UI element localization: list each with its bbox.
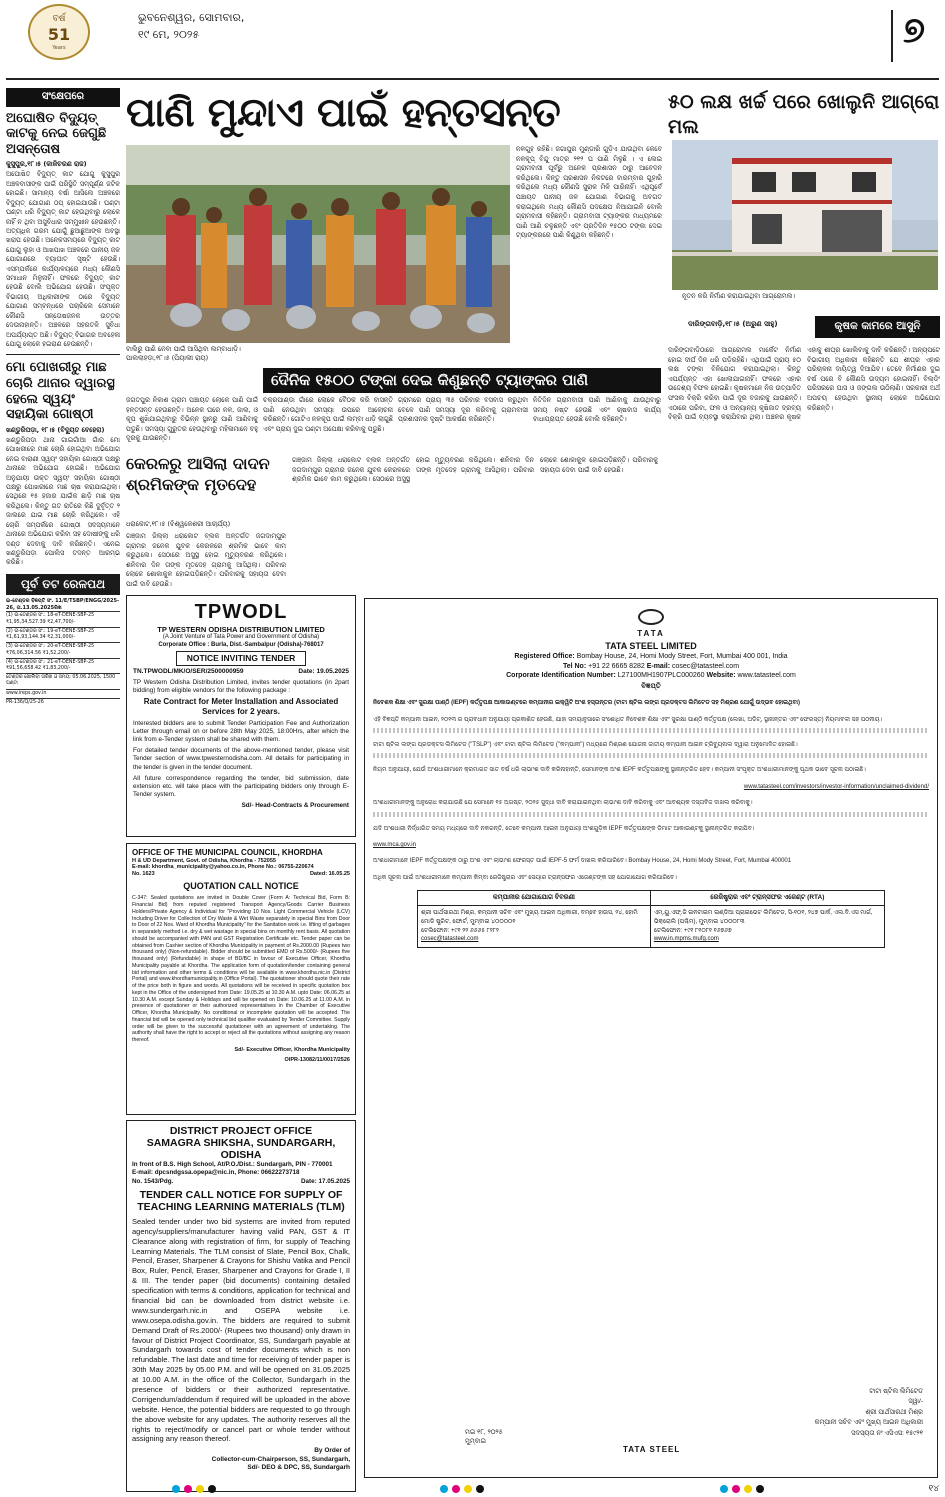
tpwodl-office: Corporate Office : Burla, Dist.-Sambalpur (Odisha)-768017	[158, 641, 324, 648]
tata-rta-contact: ଏମ୍.ୟୁ.ଏଫ୍.ଜି ଇନଟାଇମ ଇଣ୍ଡିଆ ପ୍ରାଇଭେଟ ଲିମିଟେଡ, ସି-୧୦୧, ୨୪୭ ପାର୍କ, ଏଲ.ବି.ଏସ ମାର୍ଗ, ଭିକ୍ରୋଲି (ପଶ୍ଚିମ), ମୁମ୍ବାଇ ୪୦୦୦୮୩ ଟେଲିଫୋନ: +୯୧ ୮୧୦୮୧ ୧୬୭୬୭ www.in.mpms.mufg.com	[650, 906, 884, 948]
dateline	[138, 10, 244, 43]
tata-steel-footer-logo: TATA STEEL	[623, 1445, 681, 1454]
tpwodl-logo: TPWODL	[194, 601, 288, 623]
railway-tender-banner: ପୂର୍ବ ତଟ ରେଳପଥ	[6, 574, 120, 595]
story-column: ନିତିଦିନ ଗ୍ରାମବାସୀ ପାଣି ଆଣିବାକୁ ଯାଉଥିବାରୁ ସମୟ ନଷ୍ଟ ହେଉଛି ଏବଂ ଚାଷବାସ କାର୍ଯ୍ୟ ବାଧାପ୍ରାପ୍ତ ହେଉଛି ବୋଲି କହିଛନ୍ତି।	[533, 396, 661, 424]
tata-para: ଅଂଶଧାରୀମାନଙ୍କୁ ଅନୁରୋଧ କରାଯାଉଛି ଯେ ସେମାନେ ୧୫ ଅଗଷ୍ଟ, ୨୦୨୫ ସୁଦ୍ଧା ଦାବି କରାଯାଇନଥିବା ଲାଭାଂଶ ଦାବି କରିବାକୁ ଏବଂ ଆବଶ୍ୟକ ଦସ୍ତାବିଜ ଦାଖଲ କରିବାକୁ।	[373, 800, 753, 807]
divider	[6, 354, 120, 355]
agro-mall-body	[668, 346, 940, 598]
samagra-address: In front of B.S. High School, At/P.O./Dist.: Sundargarh, PIN - 770001	[132, 1161, 333, 1169]
black-dot-icon	[476, 1485, 484, 1493]
black-dot-icon	[756, 1485, 764, 1493]
tata-para: ଟାଟା ଷ୍ଟିଲ ଲଙ୍ଗ ପ୍ରଡକ୍ଟସ ଲିମିଟେଡ ("TSLP") ଏବଂ ଟାଟା ଷ୍ଟିଲ ଲିମିଟେଡ ("କମ୍ପାନୀ") ମଧ୍ୟରେ ମିଶ୍ରଣ ଯୋଜନା ଜାତୀୟ କମ୍ପାନୀ ଆଇନ ଟ୍ରିବ୍ୟୁନାଲ ଦ୍ୱାରା ଅନୁମୋଦିତ ହୋଇଛି।	[373, 742, 798, 749]
tata-notice-label: ବିଜ୍ଞପ୍ତି	[641, 682, 661, 690]
tata-logo-icon	[638, 609, 664, 625]
story-column: ଚକ୍ରପାଣ୍ଡା ଗାଁରେ ଲୋକେ ବୈଠକ କରି ବାସନ୍ତି ପାଣି ନେଉଥିବା ସମସ୍ୟା ଉପରେ ଆଲୋଚନା କରିଛନ୍ତି। ଗୋଟିଏ ନଳକୂପ ପାଇଁ ଲମ୍ବା ଧାଡ଼ି ଲାଗୁଛି ଏବଂ ପ୍ରାୟ ଦୁଇ ଘଣ୍ଟା ଅପେକ୍ଷା କରିବାକୁ ପଡୁଛି।	[263, 396, 393, 433]
agro-mall-caption: ନୂତନ କରି ନିର୍ମାଣ କରାଯାଇଥିବା ଆଗ୍ରୋମଲ।	[682, 292, 796, 300]
magenta-dot-icon	[732, 1485, 740, 1493]
brief2-byline: ଖଣ୍ଡୁରିପଡ଼ା, ୧୮।୫ (ବିଦ୍ୟୁତ ବେହେରା)	[6, 425, 105, 434]
tata-signature: ଟାଟା ଷ୍ଟିଲ ଲିମିଟେଡ ସ୍ୱା/- ଶ୍ରୀ ପାର୍ଥସାରଥୀ ମିଶ୍ର କମ୍ପାନୀ ସଚିବ ଏବଂ ମୁଖ୍ୟ ଆଇନ ଅଧିକାରୀ ସଦସ୍ୟତା ନଂ ଏସିଏସ: ୧୫୯୨୧	[814, 1388, 923, 1437]
tata-logo	[373, 609, 929, 639]
samagra-number: No. 1543/Pdg. Date: 17.05.2025	[132, 1177, 350, 1185]
logo-bottom-text: Years	[52, 45, 66, 52]
tata-para: ଅଂଶଧାରୀମାନେ IEPF କର୍ତ୍ତୃପକ୍ଷଙ୍କ ଠାରୁ ଅଂଶ ଏବଂ ଲାଭାଂଶ ଫେରସ୍ତ ପାଇଁ IEPF-5 ଫର୍ମ ଦାଖଲ କରିପାରିବେ। Bombay House, 24, Homi Mody Street, Fort, Mumbai 400001	[373, 858, 792, 865]
printer-registration-marks	[0, 1482, 945, 1497]
agro-mall-photo	[672, 140, 938, 290]
tata-table-header: କମ୍ପାନୀର ଯୋଗାଯୋଗ ବିବରଣୀ	[418, 891, 651, 906]
brief2-body: ଖଣ୍ଡୁରିପଡ଼ା ଥାନା ଗାଇଗାଁଆ ଗାଁର ମୋ ପୋଖରୀରେ ମାଛ ଚୋରି ହୋଇଥିବା ଅଭିଯୋଗ ନେଇ ବାରାଣୀ ସ୍ୱୟଂ ସହାୟିକା ଗୋଷ୍ଠୀ ପକ୍ଷରୁ ଥାନାରେ ଅଭିଯୋଗ ହୋଇଛି। ଅଭିଯୋଗ ଅନୁଯାୟୀ ଉକ୍ତ ସ୍ୱୟଂ ସହାୟିକା ଗୋଷ୍ଠୀ ପକ୍ଷରୁ ପୋଖରୀରେ ମାଛ ଚାଷ କରାଯାଇଥିଲା। ସେଥିରେ ୧୫ ହଜାର ଯାଇଁକ ଛାଡ଼ି ମାଛ ଚାଷ କରିଥିଲେ। କିନ୍ତୁ ଗତ ରାତିରେ କିଛି ଦୁର୍ବୃତ୍ତ ୨ ଜାଲରେ ଯାଇ ମାଛ ଚୋରି କରିଥିଲେ। ଏହି ଚୋରି ସମ୍ପର୍କରେ ଗୋଷ୍ଠୀ ସଦସ୍ୟମାନେ ଥାନାରେ ଅଭିଯୋଗ କରିବା ସହ ଦୋଷୀଙ୍କୁ ଧରି ଦଣ୍ଡ ଦେବାକୁ ଦାବି କରିଛନ୍ତି। ଏନେଇ ଖଣ୍ଡୁରିପଡ଼ା ପୋଲିସ ତଦନ୍ତ ଆରମ୍ଭ କରିଛି।	[6, 435, 120, 567]
kerala-story-body-2: ଗଞ୍ଜାମ ଜିଲ୍ଲା ଧରାକୋଟ ବ୍ଲକ ଅନ୍ତର୍ଗତ ଜଗଦାମ୍ପୁର ଗ୍ରାମର ଜନେକ ଯୁବକ କେରଳରେ ଶ୍ରମିକ ଭାବେ କାମ କରୁଥିଲେ। ସେଠାରେ ଅସୁସ୍ଥ ହୋଇ ମୃତ୍ୟୁବରଣ କରିଥିଲେ। ଶନିବାର ଦିନ ତାଙ୍କ ମୃତଦେହ ଗ୍ରାମକୁ ଆସିଥିଲା। ପରିବାର ଲୋକେ ଶୋକାକୁଳ ହୋଇପଡ଼ିଛନ୍ତି। ପରିବାରକୁ ସହାୟତା ଦେବା ପାଇଁ ଦାବି ହେଉଛି।	[292, 456, 658, 484]
sub-headline-banner: ଦୈନିକ ୧୫୦୦ ଟଙ୍କା ଦେଇ କିଣୁଛନ୍ତି ଟ୍ୟାଙ୍କର ପାଣି	[263, 368, 661, 393]
tata-para: ଯଦି ଅଂଶଧାରୀ ନିର୍ଦ୍ଧାରିତ ସମୟ ମଧ୍ୟରେ ଦାବି ନକରନ୍ତି, ତେବେ କମ୍ପାନୀ ଆଇନ ଅନୁଯାୟୀ ଅଂଶଗୁଡ଼ିକ IEPF କର୍ତ୍ତୃପକ୍ଷଙ୍କ ଡିମାଟ ଆକାଉଣ୍ଟକୁ ସ୍ଥାନାନ୍ତରିତ କରାଯିବ।	[373, 825, 755, 832]
tender-line: ଟେଣ୍ଡର ଖୋଲିବା ତାରିଖ ଓ ସମୟ: 05.06.2025, 1500 ଘଣ୍ଟା	[6, 673, 120, 688]
main-story-dateline: ପାଲଲାହଡ଼ା,୧୮।୫ (ପିୟାଲୀ ରାୟ)	[126, 354, 209, 363]
tender-line: (3) ଇ-ଟେଣ୍ଡର ସଂ.: 20-eT-DENE-SBP-25 ₹76,06,314.56 ₹1,52,200/-	[6, 642, 120, 657]
cyan-dot-icon	[172, 1485, 180, 1493]
water-queue-illustration	[126, 145, 510, 343]
tpwodl-company: TP WESTERN ODISHA DISTRIBUTION LIMITED	[157, 625, 325, 634]
black-dot-icon	[208, 1485, 216, 1493]
agro-mall-byline: ଦାରିଙ୍ଗବାଡ଼ି,୧୮।୫ (ଅରୁଣ ସାହୁ)	[688, 320, 778, 328]
tpwodl-signature: Sd/- Head-Contracts & Procurement	[241, 802, 349, 810]
page-number: ୭	[902, 10, 925, 51]
tata-company-contact: ଶ୍ରୀ ପାର୍ଥସାରଥୀ ମିଶ୍ର, କମ୍ପାନୀ ସଚିବ ଏବଂ ମୁଖ୍ୟ ଆଇନ ଅଧିକାରୀ, ବମ୍ବେ ହାଉସ, ୨୪, ହୋମି ମୋଡି ଷ୍ଟ୍ରିଟ, ଫୋର୍ଟ, ମୁମ୍ବାଇ ୪୦୦୦୦୧ ଟେଲିଫୋନ: +୯୧ ୨୨ ୬୬୬୫ ୮୨୮୨ cosec@tatasteel.com	[418, 906, 651, 948]
tata-text-block	[373, 753, 929, 758]
samagra-title: DISTRICT PROJECT OFFICE	[169, 1125, 313, 1137]
tpwodl-para: All future correspondence regarding the tender, bid submission, date extension etc. will take place with the participating bidders only through E-Tender system.	[133, 774, 349, 799]
tpwodl-para: For detailed tender documents of the above-mentioned tender, please visit Tender section of www.tpwesternodisha.com. All details for participating in the tender is given in the tender document.	[133, 747, 349, 771]
folio-number: ୧୪	[928, 1484, 939, 1494]
agro-mall-building-illustration	[672, 140, 938, 290]
tata-cin: Corporate Identification Number: L27100MH1907PLC000260 Website: www.tatasteel.com	[506, 672, 796, 680]
tender-website-link[interactable]: www.ireps.gov.in	[6, 689, 120, 698]
samagra-heading: TENDER CALL NOTICE FOR SUPPLY OF TEACHING LEARNING MATERIALS (TLM)	[137, 1188, 345, 1214]
tender-pr-number: PR-136/Q/25-26	[6, 698, 120, 707]
magenta-dot-icon	[452, 1485, 460, 1493]
agro-mall-subhead: କୃଷକ କାମରେ ଆସୁନି	[815, 316, 940, 338]
masthead-divider	[891, 10, 893, 62]
khordha-email: E-mail: khordha_municipality@yahoo.co.in, Phone No.: 06755-220674	[132, 864, 314, 871]
tpwodl-package: Rate Contract for Meter Installation and Associated Services for 2 years.	[143, 697, 339, 717]
yellow-dot-icon	[196, 1485, 204, 1493]
story-column: ଗ୍ରାମରେ ପ୍ରାୟ ୩୫ ପରିବାର ବସବାସ କରୁଥିବା ବେଳେ ପାଣି ସମସ୍ୟା ଦୂର କରିବାକୁ ଗ୍ରାମବାସୀ ପ୍ରଶାସନର ଦୃଷ୍ଟି ଆକର୍ଷଣ କରିଛନ୍ତି।	[398, 396, 528, 424]
brief1-byline: କୁସୁପୁର,୧୮।୫ (କାଳିଚରଣ ରାଜ)	[6, 160, 87, 169]
tata-para: ନିବେଶକ ଶିକ୍ଷା ଏବଂ ସୁରକ୍ଷା ପାଣ୍ଠି (IEPF) କର୍ତ୍ତୃପକ୍ଷ ଆକାଉଣ୍ଟରେ କମ୍ପାନୀର ଇକ୍ୱିଟି ଅଂଶ ହସ୍ତାନ୍ତର (ଟାଟା ଷ୍ଟିଲ ଲଙ୍ଗ ପ୍ରଡକ୍ଟସ ଲିମିଟେଡ ସହ ମିଶ୍ରଣ ଯୋଗୁଁ ଉଦ୍ଭବ ହୋଇଥିବା)	[373, 700, 800, 707]
cyan-dot-icon	[440, 1485, 448, 1493]
masthead	[0, 0, 945, 84]
brief2-headline: ମୋ ପୋଖରୀରୁ ମାଛ ଚୋରି ଥାନାର ଦ୍ୱାରସ୍ଥ ହେଲେ ସ୍ୱୟଂ ସହାୟିକା ଗୋଷ୍ଠୀ	[6, 360, 115, 423]
tender-line: (1) ଇ-ଟେଣ୍ଡର ସଂ.: 18-eT-DENE-SBP-25 ₹1,95,34,527.39 ₹2,47,700/-	[6, 611, 120, 626]
yellow-dot-icon	[464, 1485, 472, 1493]
dateline-day: ଭୁବନେଶ୍ୱର, ସୋମବାର,	[138, 11, 245, 24]
tender-line: ଇ-ଟେଣ୍ଡର ବିଜ୍ଞପ୍ତି ସଂ. 11/E/TSBP/ENGG/2025-26, ତା.13.05.2025ରିଖ	[6, 597, 120, 611]
photo1-caption	[126, 345, 376, 363]
main-headline: ପାଣି ମୁନ୍ଦାଏ ପାଇଁ ହନ୍ତସନ୍ତ	[126, 90, 561, 136]
tpwodl-para: TP Western Odisha Distribution Limited, invites tender quotations (in 2part bidding) from eligible vendors for the following package :	[133, 679, 349, 695]
tata-logo-text: TATA	[637, 628, 665, 638]
samagra-signature: By Order of Collector-cum-Chairperson, SS, Sundargarh, Sd/- DEO & DPC, SS, Sundargarh	[211, 1447, 350, 1472]
tata-para: ଏହି ବିଜ୍ଞପ୍ତି କମ୍ପାନୀ ଆଇନ, ୨୦୧୩ ର ପ୍ରାବଧାନ ଅନୁଯାୟୀ ପ୍ରକାଶିତ ହେଉଛି, ଯାହା ସମୟାନୁସାରେ ସଂଶୋଧିତ ନିବେଶକ ଶିକ୍ଷା ଏବଂ ସୁରକ୍ଷା ପାଣ୍ଠି କର୍ତ୍ତୃପକ୍ଷ (ଲେଖା, ଅଡିଟ୍, ସ୍ଥାନାନ୍ତର ଏବଂ ଫେରସ୍ତ) ନିୟମାବଳୀ ସହ ପଠନୀୟ।	[373, 716, 883, 723]
tpwodl-tender-ad	[126, 595, 356, 837]
logo-number: 51	[47, 25, 71, 45]
magenta-dot-icon	[184, 1485, 192, 1493]
photo1-caption-text: ବାଲିରୁ ପାଣି ନେବା ପାଇଁ ଆସିଥିବା ଲମ୍ବାଧାଡ଼ି।	[126, 345, 241, 353]
tender-line: (4) ଇ-ଟେଣ୍ଡର ସଂ.: 21-eT-DENE-SBP-25 ₹91,56,658.42 ₹1,83,200/-	[6, 658, 120, 673]
tata-steel-notice	[364, 598, 938, 1478]
yellow-dot-icon	[744, 1485, 752, 1493]
main-story-body: ନଳଗୁହ ରହିଛି। ଜଗାପୁର ମୁଣ୍ଡାରି ଗୁଡ଼ିଏ ଯାଉଥିବା କେବେ ନଳକୂପ୍ ବିନ୍ଦୁ ମାତ୍ର ୨୧୨ ଘ ପାଣି ମିଳୁଛି । ଏ ଲେଇ ଗ୍ରାମବାସୀ ପୂର୍ବରୁ ଅନେକ ପ୍ରଶାସନ ଠାରୁ ଆବେଦନ କରିଥିଲେ। କିନ୍ତୁ ପ୍ରଶାସନ ନିକଟରେ ବାରମ୍ବାର ଗୁହାରି କରିଥିଲେ ମଧ୍ୟ କୌଣସି ସୁରାକ ମିଳି ପାରିନାହିଁ। ଏଥିପୂର୍ବେ ପଞ୍ଚାୟତ ପାନୀୟ ଜଳ ଯୋଗାଣ ବିଭାଗକୁ ଅବଗତ କରାଇଥିଲେ ମଧ୍ୟ କୌଣସି ପଦକ୍ଷେପ ନିଆଯାଇନି ବୋଲି ଗ୍ରାମବାସୀ କହିଛନ୍ତି। ଗ୍ରାମବାସୀ ଟ୍ୟାଙ୍କର ମାଧ୍ୟମରେ ପାଣି ଆଣି ଚଳୁଛନ୍ତି ଏବଂ ପ୍ରତିଦିନ ୧୫୦୦ ଟଙ୍କା ଦେଇ ଟ୍ୟାଙ୍କରରେ ପାଣି କିଣୁଥିବା କହିଛନ୍ତି।	[516, 145, 662, 240]
khordha-body: C-347: Sealed quotations are invited in Double Cover (Form A: Technical Bid, Form B: Financial Bid) from reputed registered Transport Agency/Goods Carrier Business Holders/Private Agency & Individual for "Providing 10 Nos. Light Commercial Vehicle (LCV) Including Driver for Collection of Dry Waste & Wet Waste separately in special Bins from Door to Door of 22 Nos. Ward of Khordha Municipality" for the Sanitation work i.e. lifting of garbages in separately method i.e. dry & wet wastage in special bins on monthly rent basis. All quotation should be accompanied with PAN and GST Registration Certificate etc. Tender paper can be obtained from Cashier section of Khordha Municipality in payment of Rs.2000.00 (Rupees two thousand only) (Non-refundable). Bidder should be submitted EMD of Rs.5000/- (Rupees five thousand only) (Refundable) in shape of BD/BC in favour of Executive Officer, Khordha Municipality payable at Khordha. The application form of quotation/tender containing general bid information and other terms & conditions will be available in www.khordha.nic.in (District Portal) and www.khordhamunicipality.in (Office Portal). The quotationer should quote their rate of the price both in figure and words. All quotations will be received in specific quotation box kept in the Office of the undersigned from Date: 19.05.25 at 10.30 A.M. upto Date: 06.06.25 at 10.30 A.M. except Sunday & Holidays and will be opened on Date: 10.06.25 at 11.00 A.M. in presence of quotationer or their authorized representatives in the Chamber of Executive Officer, Khordha Municipality. No conditional or incomplete quotation will be accepted. The financial bid will be opened only technical bid qualifier evaluated by Tender Committee. Supply order will be given to the successful quotationer with an agreement of undertaking. The authority shall have the right to accept or reject all the quotations without assigning any reason thereof.	[132, 895, 350, 1044]
khordha-oipr: OIPR-13082/11/0017/2526	[284, 1056, 350, 1063]
tender-line: (2) ଇ-ଟେଣ୍ଡର ସଂ.: 19-eT-DENE-SBP-25 ₹1,61,93,144.34 ₹2,31,000/-	[6, 627, 120, 642]
tata-contact-table	[417, 890, 885, 948]
kerala-story-headline: କେରଳରୁ ଆସିଲା ଦାଦନ ଶ୍ରମିକଙ୍କ ମୃତଦେହ	[126, 454, 270, 494]
tpwodl-jv: (A Joint Venture of Tata Power and Government of Odisha)	[162, 634, 320, 641]
brief1-headline: ଅଘୋଷିତ ବିଦ୍ୟୁତ୍ କାଟକୁ ନେଇ ଜେଗୁଛି ଅସନ୍ତୋଷ	[6, 110, 107, 157]
tata-company: TATA STEEL LIMITED	[605, 641, 697, 651]
tata-contacts: Tel No: +91 22 6665 8282 E-mail: cosec@tatasteel.com	[562, 662, 740, 670]
khordha-heading: QUOTATION CALL NOTICE	[183, 881, 299, 892]
story-column: ଜଗତପୁର ନିକାଶ ଗ୍ରାମ ପଞ୍ଚାୟତ ଲୋକେ ପାଣି ପାଇଁ ହନ୍ତସନ୍ତ ହେଉଛନ୍ତି। ଅନେକ ଘରେ ନଳ, ଜାଲ, ଓ କୂପ ଶୁଖିଯାଇଥିବାରୁ ବିଭିନ୍ନ ସ୍ଥାନରୁ ପାଣି ଆଣିବାକୁ ପଡୁଛି। ସମସ୍ୟା ଗୁରୁତର ହେଉଥିବାରୁ ମହିଳାମାନେ ବହୁ ଦୂରକୁ ଯାଉଛନ୍ତି।	[126, 396, 258, 443]
tpwodl-tender-no: TN.TPWODL/MK/O/SER/2500000959 Date: 19.05.2025	[133, 668, 349, 675]
tata-table-header: ରେଜିଷ୍ଟ୍ରାର ଏବଂ ଟ୍ରାନ୍ସଫର ଏଜେଣ୍ଟ (RTA)	[650, 891, 884, 906]
kerala-story-byline: ଧରାକୋଟ,୧୮।୫ (ବିଶ୍ୱକେଶରୀ ଆଚାର୍ଯ୍ୟ)	[126, 520, 231, 528]
water-queue-photo	[126, 145, 510, 343]
tata-text-block	[373, 728, 929, 733]
samagra-email: E-mail: dpcsndgssa.opepa@nic.in, Phone: 06622273718	[132, 1169, 300, 1177]
khordha-title: OFFICE OF THE MUNICIPAL COUNCIL, KHORDHA	[132, 848, 323, 857]
brief1-body: ଅଘୋଷିତ ବିଦ୍ୟୁତ୍ କାଟ ଯୋଗୁ କୁସୁପୁର ଅଞ୍ଚଳବାସୀଙ୍କ ପାଇଁ ପରିସ୍ଥିତି ସମ୍ପୂର୍ଣ୍ଣ ଜଟିଳ ହୋଇଛି। ସାମାନ୍ୟ ବର୍ଷା ଆସିଲେ ଅଞ୍ଚଳରେ ବିଦ୍ୟୁତ୍ ଯୋଗାଣ ଠପ୍ ହୋଇଯାଉଛି। ଘଣ୍ଟା ଘଣ୍ଟା ଧରି ବିଦ୍ୟୁତ୍ କାଟ ହେଉଥିବାରୁ ଲୋକେ ନାହିଁ ନ ଥିବା ଅସୁବିଧାର ସମ୍ମୁଖୀନ ହେଉଛନ୍ତି। ଅତ୍ୟଧିକ ଗରମ ଯୋଗୁଁ ଛୁଆଛୁଆଙ୍କ ଅବସ୍ଥା ଖରାପ ହେଉଛି। ଅନେକସମୟରେ ବିଦ୍ୟୁତ୍ କାଟ ଯୋଗୁ ଲୁହା ଓ ଆଖପାଖ ଅଞ୍ଚଳରେ ପାନୀୟ ଜଳ ଯୋଗାଣରେ ବ୍ୟାଘାତ ସୃଷ୍ଟି ହେଉଛି। ଏସମ୍ପର୍କରେ କାର୍ଯ୍ୟାଳୟରେ ମଧ୍ୟ କୌଣସି ସମାଧାନ ମିଳୁନାହିଁ। ଫଳରେ ବିଦ୍ୟୁତ୍ କାଟ ହେଉଛି ବୋଲି ଅଭିଯୋଗ ହେଉଛି। ସଂପୃକ୍ତ ବିଭାଗୀୟ ଅଧିକାରୀଙ୍କ ଠାରେ ବିଦ୍ୟୁତ୍ ଯୋଗାଣ ସମ୍ବନ୍ଧରେ ପଚାରିଲେ ସେମାନେ କୌଣସି ସନ୍ତୋଷଜନକ ଉତ୍ତର ଦେଉନାହାନ୍ତି। ଅଞ୍ଚଳରେ ସହରତଳି ସୁବିଧା ଅପର୍ଯ୍ୟାପ୍ତ ଅଛି। ବିଦ୍ୟୁତ୍ ବିଭାଗର ଅବହେଳା ଯୋଗୁ ଲୋକେ ହଇରାଣ ହେଉଛନ୍ତି।	[6, 170, 120, 348]
dateline-date: ୧୯ ମେ, ୨୦୨୫	[138, 27, 200, 41]
tata-para: ଅଧିକ ସୂଚନା ପାଇଁ ଅଂଶଧାରୀମାନେ କମ୍ପାନୀ କିମ୍ବା ରେଜିଷ୍ଟ୍ରାର ଏବଂ ସେୟାର ଟ୍ରାନ୍ସଫର ଏଜେଣ୍ଟଙ୍କ ସହ ଯୋଗାଯୋଗ କରିପାରିବେ।	[373, 874, 677, 881]
left-column	[6, 88, 120, 1488]
agro-mall-headline: ୫୦ ଲକ୍ଷ ଖର୍ଚ୍ଚ ପରେ ଖୋଲୁନି ଆଗ୍ରୋ ମଲ	[668, 91, 940, 138]
samagra-subtitle: SAMAGRA SHIKSHA, SUNDARGARH, ODISHA	[146, 1137, 336, 1162]
khordha-signature: Sd/- Executive Officer, Khordha Municipality	[234, 1046, 350, 1053]
samagra-tender-ad	[126, 1120, 356, 1492]
tata-date-place: ମଇ ୧୮, ୨୦୨୫ ମୁମ୍ବାଇ	[465, 1428, 503, 1446]
kerala-story-body-1: ଗଞ୍ଜାମ ଜିଲ୍ଲା ଧରାକୋଟ ବ୍ଲକ ଅନ୍ତର୍ଗତ ଜଗଦାମ୍ପୁର ଗ୍ରାମର ଜନେକ ଯୁବକ କେରଳରେ ଶ୍ରମିକ ଭାବେ କାମ କରୁଥିଲେ। ସେଠାରେ ଅସୁସ୍ଥ ହୋଇ ମୃତ୍ୟୁବରଣ କରିଥିଲେ। ଶନିବାର ଦିନ ତାଙ୍କ ମୃତଦେହ ଗ୍ରାମକୁ ଆସିଥିଲା। ପରିବାର ଲୋକେ ଶୋକାକୁଳ ହୋଇପଡ଼ିଛନ୍ତି। ପରିବାରକୁ ସହାୟତା ଦେବା ପାଇଁ ଦାବି ହେଉଛି।	[126, 532, 286, 589]
agro-mall-body-text: ଦାରିଙ୍ଗବାଡ଼ିଠାରେ ଆଗ୍ରୋମଲ ମାର୍କେଟ ନିର୍ମାଣ ହୋଇ ଦୀର୍ଘ ଦିନ ଧରି ପଡ଼ିରହିଛି। ଏଥିପାଇଁ ପ୍ରାୟ ୫୦ ଲକ୍ଷ ଟଙ୍କା ବିନିଯୋଗ କରାଯାଇଥିଲା। କିନ୍ତୁ ଏପର୍ଯ୍ୟନ୍ତ ଏହା ଖୋଲାଯାଇନାହିଁ। ଫଳରେ ଏହାର ଉଦ୍ଦେଶ୍ୟ ବିଫଳ ହୋଇଛି। କୃଷକମାନେ ନିଜ ଉତ୍ପାଦିତ ଫସଲ ବିକ୍ରି କରିବା ପାଇଁ ଦୂର ବଜାରକୁ ଯାଉଛନ୍ତି। ଏଠାରେ ପରିବା, ଫଳ ଓ ଅନ୍ୟାନ୍ୟ କୃଷିଜାତ ଦ୍ରବ୍ୟ ବିକ୍ରି ପାଇଁ ବ୍ୟବସ୍ଥା କରାଯିବାର ଥିଲା। ଅଞ୍ଚଳର କୃଷକ ଏହାକୁ ଶୀଘ୍ର ଖୋଲିବାକୁ ଦାବି କରିଛନ୍ତି। ଅନ୍ୟପଟେ ବିଭାଗୀୟ ଅଧିକାରୀ କହିଛନ୍ତି ଯେ ଶୀଘ୍ର ଏହାର ପରିଚାଳନା ଦାୟିତ୍ୱ ଦିଆଯିବ। ତେବେ ନିର୍ମାଣର ଦୁଇ ବର୍ଷ ପରେ ବି କୌଣସି ଉଦ୍ୟମ ହୋଇନାହିଁ। ବିଲ୍ଡିଂ ପରିସରରେ ଘାସ ଓ ଜଙ୍ଗଲ ଉଠିଲାଣି। ସରକାରୀ ଅର୍ଥ ଅପଚୟ ହେଉଥିବା ସ୍ଥାନୀୟ ଲୋକେ ଅଭିଯୋଗ କରିଛନ୍ତି।	[668, 346, 940, 422]
tata-mca-link[interactable]: www.mca.gov.in	[373, 842, 416, 849]
cyan-dot-icon	[720, 1485, 728, 1493]
tata-registered-office: Registered Office: Bombay House, 24, Homi Mody Street, Fort, Mumbai 400 001, India	[514, 653, 788, 661]
masthead-rule	[6, 78, 939, 80]
samagra-body: Sealed tender under two bid systems are invited from reputed agency/suppliers/manufacturer having valid PAN, GST & IT Clearance along with registration of firm, for supply of Teaching Learning Materials. The TLM consist of Slate, Pencil Box, Chalk, Pencil, Eraser, Sharpener & Crayons for Shishu Vatika and Pencil Box, Ruler, Pencil, Eraser, Sharpener and Crayons for Grade I, II & III. The tender paper (bid documents) containing detailed specification with terms & conditions, application for technical and financial bid can be downloaded from district website i.e. www.sundergarh.nic.in and OSEPA website i.e. www.osepa.odisha.gov.in. The bidders are required to submit Demand Draft of Rs.2000/- (Rupees two thousand) only drawn in favour of District Project Coordinator, SS, Sundargarh payable at Sundargarh towards cost of tender documents which is non refundable. The last date and time for receiving of tender paper is 30th May 2025 by 05.00 P.M. and will be opened on 31.05.2025 at 10.00 A.M. in the office of the Collector, Sundargarh in the presence of bidders or their authorized representative. Corrigendum/addendum if required will be uploaded in the above website. Hence, the potential bidders are requested to go through the above website for any updates. The authority reserves all the rights to reject/modify or cancel part or whole tender without assigning any reason thereof.	[132, 1216, 350, 1444]
tpwodl-notice-title: NOTICE INVITING TENDER	[176, 651, 307, 666]
briefs-tag: ସଂକ୍ଷେପରେ	[6, 88, 120, 107]
khordha-quotation-ad	[126, 843, 356, 1115]
anniversary-logo	[28, 4, 90, 60]
tata-text-block	[373, 812, 929, 817]
khordha-dept: H & UD Department, Govt. of Odisha, Khordha - 752055	[132, 857, 276, 864]
khordha-number: No. 1623 Dated: 16.05.25	[132, 871, 350, 878]
tata-dividend-link[interactable]: www.tatasteel.com/investors/investor-information/unclaimed-dividend/	[743, 783, 929, 790]
tata-para: ନିୟମ ଅନୁଯାୟୀ, ଯେଉଁ ଅଂଶଧାରୀମାନେ କ୍ରମାଗତ ସାତ ବର୍ଷ ଧରି ଲାଭାଂଶ ଦାବି କରିନାହାନ୍ତି, ସେମାନଙ୍କ ଅଂଶ IEPF କର୍ତ୍ତୃପକ୍ଷଙ୍କୁ ସ୍ଥାନାନ୍ତରିତ ହେବ। କମ୍ପାନୀ ସଂପୃକ୍ତ ଅଂଶଧାରୀମାନଙ୍କୁ ପୃଥକ ଭାବେ ସୂଚନା ପଠାଇଛି।	[373, 767, 866, 774]
tpwodl-para: Interested bidders are to submit Tender Participation Fee and Authorization Letter through email on or before 28th May 2025, 18:00Hrs, after which the link from e-Tender system shall be shared with them.	[133, 719, 349, 743]
logo-top-text: ବର୍ଷ	[52, 14, 66, 24]
